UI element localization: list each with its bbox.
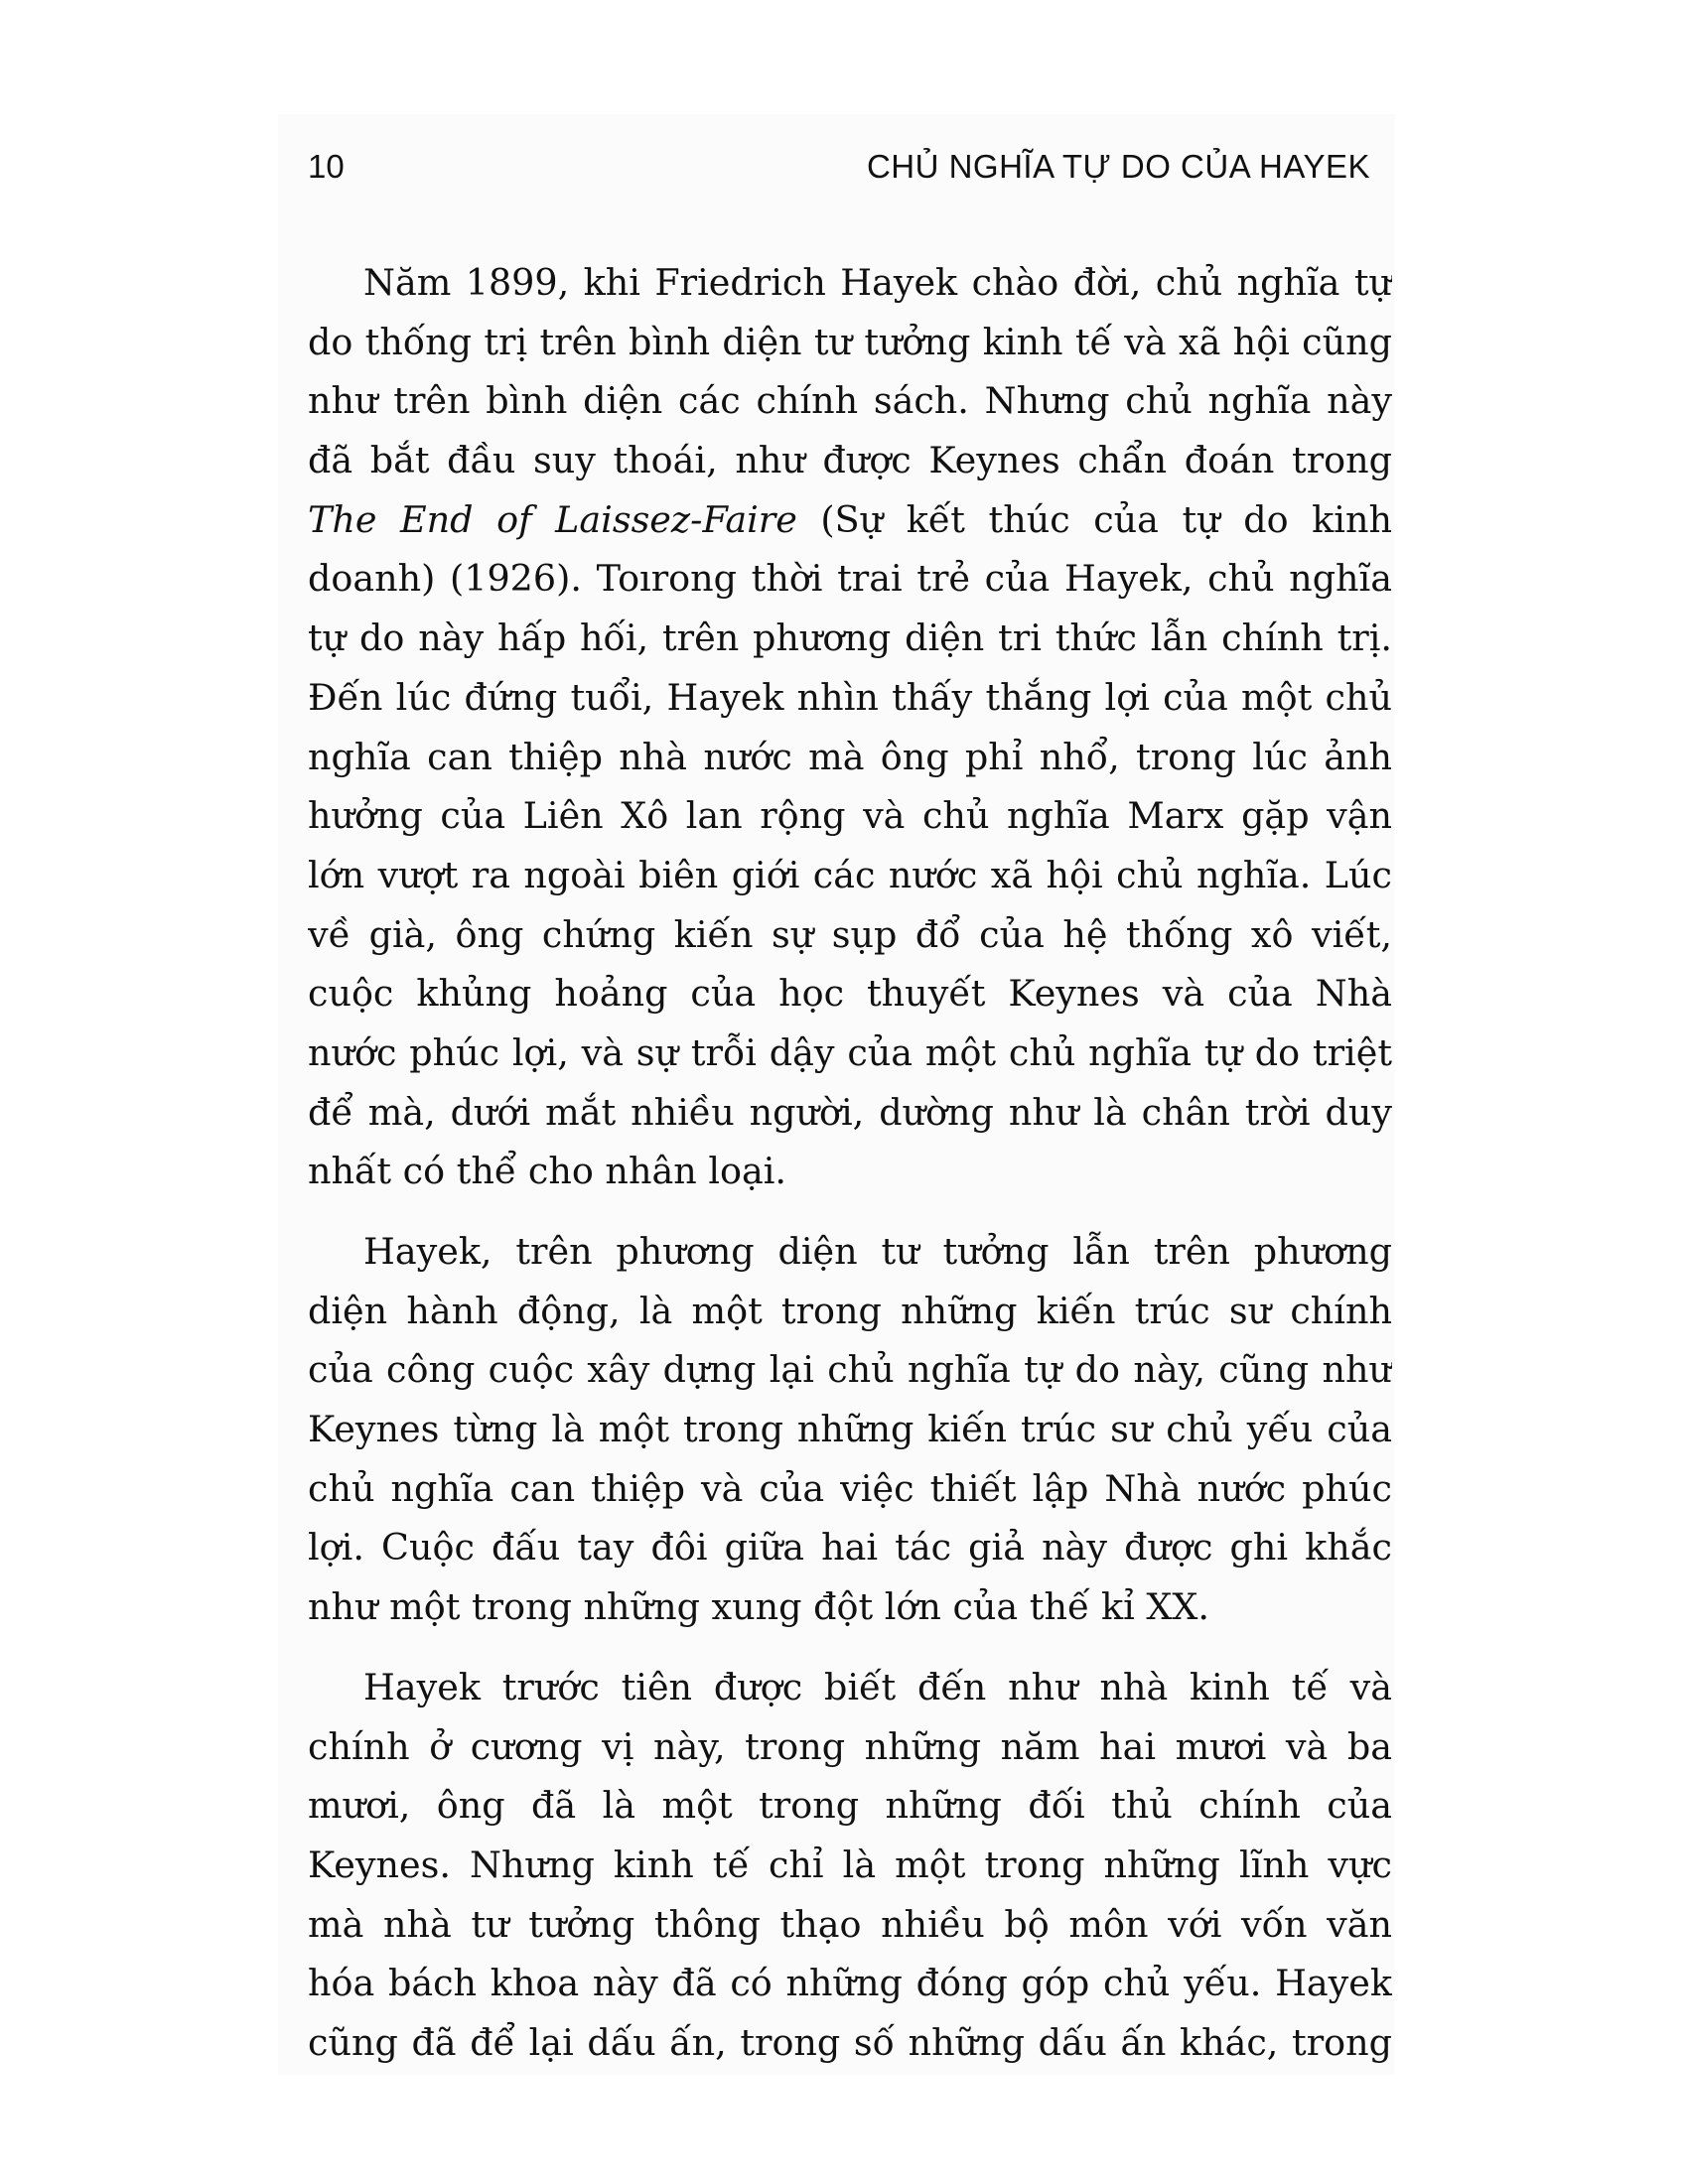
text-line: Keynes từng là một trong những kiến trúc sư chủ yếu của <box>308 1408 1392 1451</box>
text-line: chủ nghĩa can thiệp và của việc thiết lập Nhà nước phúc <box>308 1466 1392 1510</box>
body-text <box>308 253 1392 2094</box>
text-line: như trên bình diện các chính sách. Nhưng chủ nghĩa này <box>308 379 1392 423</box>
text-line: Hayek trước tiên được biết đến như nhà kinh tế và <box>363 1665 1392 1708</box>
text-line: lợi. Cuộc đấu tay đôi giữa hai tác giả này được ghi khắc <box>308 1526 1392 1570</box>
text-line: Đến lúc đứng tuổi, Hayek nhìn thấy thắng lợi của một chủ <box>308 675 1392 719</box>
text-line: như một trong những xung đột lớn của thế kỉ XX. <box>308 1585 1209 1629</box>
text-line: Keynes. Nhưng kinh tế chỉ là một trong những lĩnh vực <box>308 1843 1392 1886</box>
text-line: mươi, ông đã là một trong những đối thủ chính của <box>308 1784 1392 1828</box>
text-line: do thống trị trên bình diện tư tưởng kinh tế và xã hội cũng <box>308 320 1392 363</box>
page-number: 10 <box>308 148 345 185</box>
text-line-rest: (Sự kết thúc của tự do kinh <box>796 497 1392 541</box>
text-line: cũng đã để lại dấu ấn, trong số những dấu ấn khác, trong <box>308 2020 1392 2064</box>
text-line: về già, ông chứng kiến sự sụp đổ của hệ thống xô viết, <box>308 912 1392 956</box>
chapter-title: CHỦ NGHĨA TỰ DO CỦA HAYEK <box>866 148 1370 185</box>
paragraph-1 <box>308 253 1392 1201</box>
text-line: tự do này hấp hối, trên phương diện tri thức lẫn chính trị. <box>308 616 1392 660</box>
text-line: mà nhà tư tưởng thông thạo nhiều bộ môn với vốn văn <box>308 1902 1392 1946</box>
paragraph-2 <box>308 1222 1392 1637</box>
text-line: của công cuộc xây dựng lại chủ nghĩa tự do này, cũng như <box>308 1348 1392 1392</box>
text-line: hưởng của Liên Xô lan rộng và chủ nghĩa Marx gặp vận <box>308 794 1392 838</box>
running-header <box>308 144 1370 189</box>
text-line: hóa bách khoa này đã có những đóng góp chủ yếu. Hayek <box>308 1962 1392 2005</box>
paragraph-3 <box>308 1658 1392 2073</box>
text-line: đã bắt đầu suy thoái, như được Keynes chẩn đoán trong <box>308 439 1392 482</box>
book-title-italic: The End of Laissez-Faire <box>308 497 797 541</box>
text-line: doanh) (1926). Toırong thời trai trẻ của Hayek, chủ nghĩa <box>308 557 1392 601</box>
text-line: cuộc khủng hoảng của học thuyết Keynes và của Nhà <box>308 972 1392 1016</box>
text-line: Năm 1899, khi Friedrich Hayek chào đời, chủ nghĩa tự <box>363 261 1392 304</box>
text-line: Hayek, trên phương diện tư tưởng lẫn trên phương <box>363 1230 1392 1273</box>
text-line: để mà, dưới mắt nhiều người, dường như là chân trời duy <box>308 1090 1392 1134</box>
text-line: diện hành động, là một trong những kiến trúc sư chính <box>308 1289 1392 1332</box>
text-line: nhất có thể cho nhân loại. <box>308 1150 787 1193</box>
text-line: chính ở cương vị này, trong những năm hai mươi và ba <box>308 1724 1392 1768</box>
text-line: lớn vượt ra ngoài biên giới các nước xã hội chủ nghĩa. Lúc <box>308 853 1392 896</box>
text-line: nước phúc lợi, và sự trỗi dậy của một chủ nghĩa tự do triệt <box>308 1030 1392 1074</box>
text-line: nghĩa can thiệp nhà nước mà ông phỉ nhổ, trong lúc ảnh <box>308 735 1392 778</box>
text-line <box>308 490 1392 550</box>
